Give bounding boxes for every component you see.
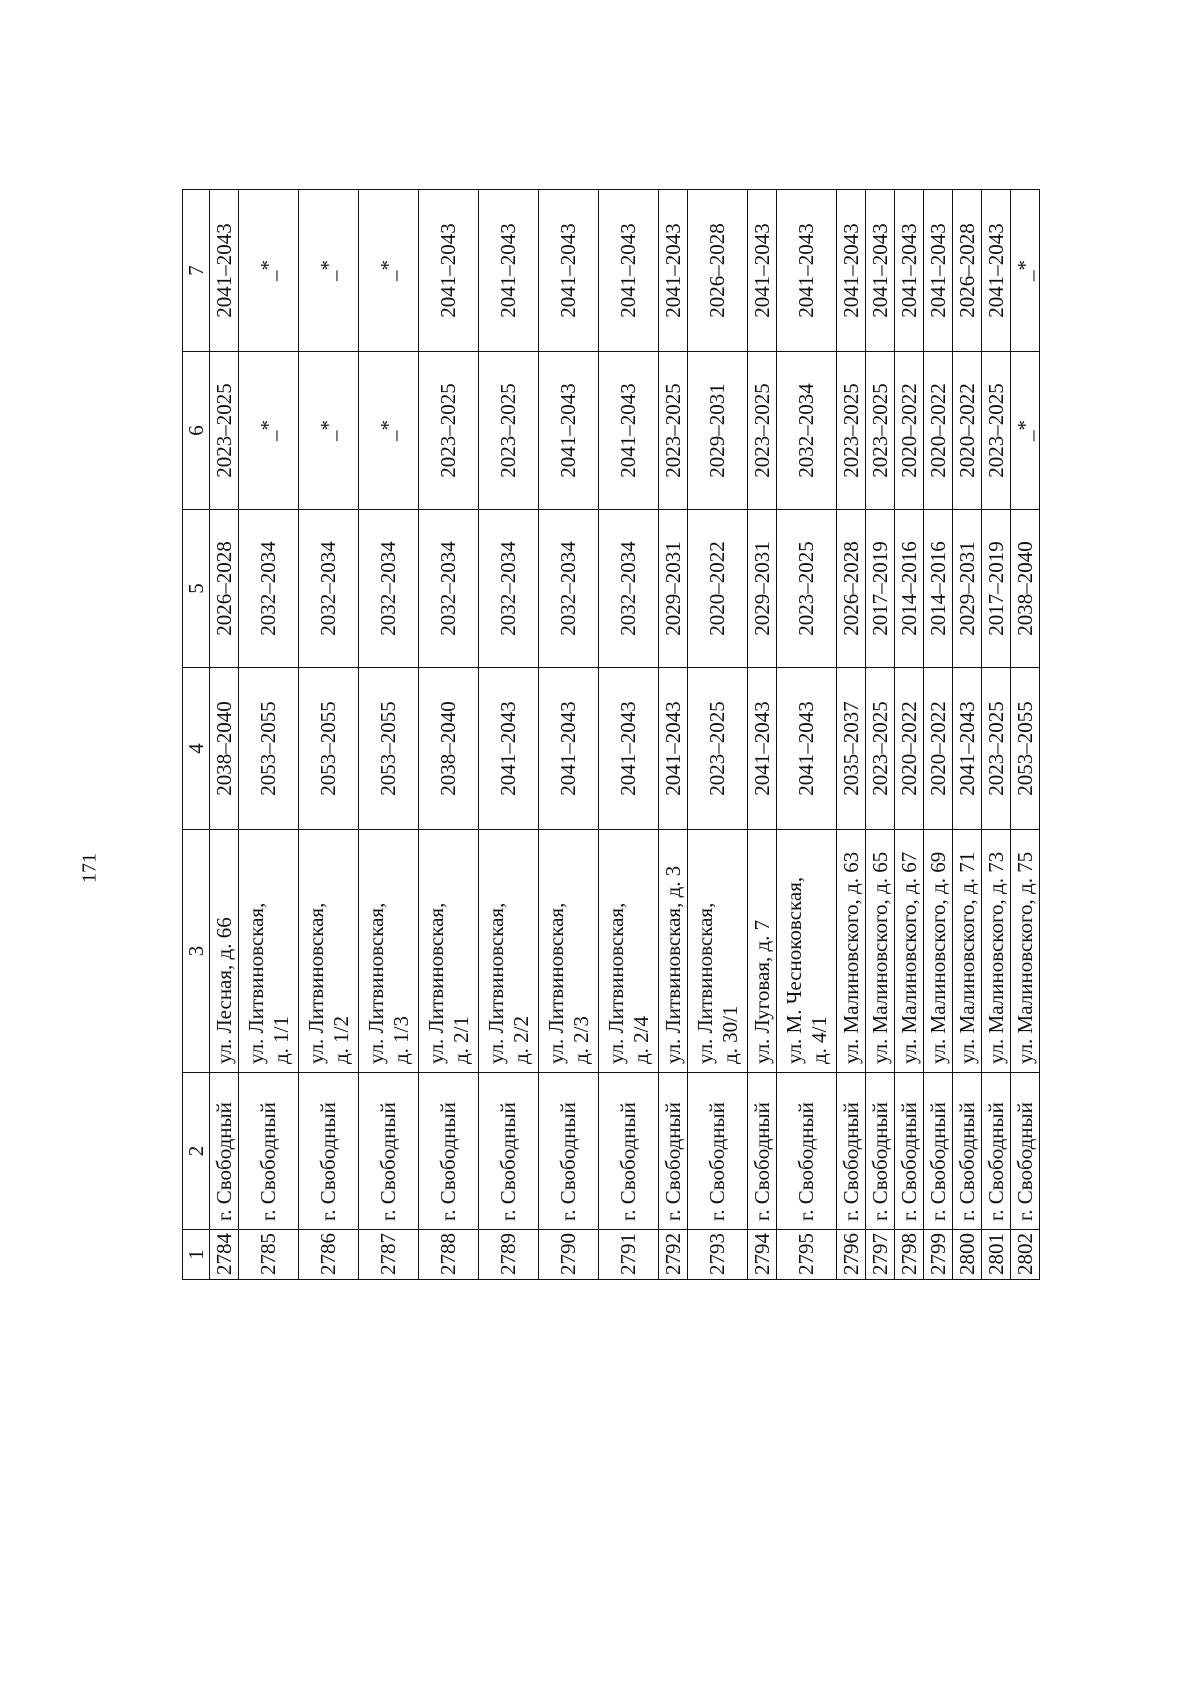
address-line: ул. Литвиновская,: [543, 902, 568, 1064]
period-cell-4: 2041–2043: [748, 668, 777, 830]
address-line: д. 2/4: [628, 1015, 653, 1064]
header-row: [183, 190, 210, 1280]
period-cell-4: 2023–2025: [982, 668, 1011, 830]
period-cell-5: 2029–2031: [953, 510, 982, 668]
period-cell-7: 2041–2043: [210, 190, 239, 352]
city-cell: г. Свободный: [924, 1073, 953, 1230]
table-row: [419, 190, 479, 1280]
period-cell-6: 2023–2025: [982, 352, 1011, 510]
period-cell-7: 2041–2043: [777, 190, 837, 352]
address-line: д. 30/1: [717, 1005, 742, 1064]
address-line: ул. Малиновского, д. 73: [983, 851, 1008, 1064]
row-number-cell: 2801: [982, 1230, 1011, 1280]
row-number-cell: 2795: [777, 1230, 837, 1280]
period-cell-6: 2023–2025: [479, 352, 539, 510]
address-cell: [239, 830, 299, 1073]
table-row: [299, 190, 359, 1280]
table-row: [748, 190, 777, 1280]
address-line: д. 2/1: [448, 1015, 473, 1064]
header-cell: 7: [183, 190, 210, 352]
city-cell: г. Свободный: [419, 1073, 479, 1230]
header-cell: 4: [183, 668, 210, 830]
address-cell: [359, 830, 419, 1073]
period-cell-5: 2032–2034: [359, 510, 419, 668]
period-cell-7: 2041–2043: [539, 190, 599, 352]
period-cell-5: 2014–2016: [895, 510, 924, 668]
period-cell-7: 2026–2028: [688, 190, 748, 352]
period-cell-7: 2041–2043: [659, 190, 688, 352]
address-cell: [479, 830, 539, 1073]
period-cell-4: 2038–2040: [419, 668, 479, 830]
period-cell-5: 2026–2028: [210, 510, 239, 668]
row-number-cell: 2791: [599, 1230, 659, 1280]
period-cell-4: 2041–2043: [953, 668, 982, 830]
table-row: [982, 190, 1011, 1280]
table-row: [837, 190, 866, 1280]
period-cell-5: 2032–2034: [299, 510, 359, 668]
period-cell-7: 2041–2043: [479, 190, 539, 352]
period-cell-6: 2020–2022: [924, 352, 953, 510]
table-row: [895, 190, 924, 1280]
period-cell-4: 2053–2055: [1011, 668, 1040, 830]
period-cell-7: _*: [359, 190, 419, 352]
data-table: [182, 189, 1040, 1280]
address-cell: [299, 830, 359, 1073]
table-row: [359, 190, 419, 1280]
period-cell-6: 2023–2025: [837, 352, 866, 510]
address-line: ул. Литвиновская,: [423, 902, 448, 1064]
row-number-cell: 2784: [210, 1230, 239, 1280]
period-cell-5: 2032–2034: [419, 510, 479, 668]
period-cell-7: 2041–2043: [982, 190, 1011, 352]
row-number-cell: 2797: [866, 1230, 895, 1280]
address-cell: [688, 830, 748, 1073]
city-cell: г. Свободный: [777, 1073, 837, 1230]
period-cell-6: 2041–2043: [599, 352, 659, 510]
address-cell: [1011, 830, 1040, 1073]
period-cell-4: 2023–2025: [688, 668, 748, 830]
table-row: [599, 190, 659, 1280]
period-cell-5: 2017–2019: [982, 510, 1011, 668]
table-row: [1011, 190, 1040, 1280]
address-line: ул. Литвиновская,: [483, 902, 508, 1064]
period-cell-6: _*: [239, 352, 299, 510]
address-cell: [982, 830, 1011, 1073]
period-cell-5: 2029–2031: [659, 510, 688, 668]
city-cell: г. Свободный: [210, 1073, 239, 1230]
address-line: ул. Литвиновская,: [692, 902, 717, 1064]
period-cell-6: _*: [1011, 352, 1040, 510]
period-cell-5: 2032–2034: [239, 510, 299, 668]
period-cell-4: 2041–2043: [659, 668, 688, 830]
period-cell-4: 2053–2055: [239, 668, 299, 830]
address-line: ул. Литвиновская, д. 3: [660, 865, 685, 1064]
period-cell-4: 2020–2022: [924, 668, 953, 830]
table-row: [239, 190, 299, 1280]
header-cell: 5: [183, 510, 210, 668]
table-body: [183, 190, 1040, 1280]
address-line: д. 2/2: [508, 1015, 533, 1064]
page-number: 171: [78, 853, 101, 883]
header-cell: 2: [183, 1073, 210, 1230]
address-line: ул. Малиновского, д. 65: [867, 851, 892, 1064]
row-number-cell: 2796: [837, 1230, 866, 1280]
city-cell: г. Свободный: [599, 1073, 659, 1230]
address-cell: [599, 830, 659, 1073]
period-cell-5: 2032–2034: [539, 510, 599, 668]
row-number-cell: 2786: [299, 1230, 359, 1280]
address-cell: [210, 830, 239, 1073]
period-cell-7: _*: [1011, 190, 1040, 352]
city-cell: г. Свободный: [659, 1073, 688, 1230]
header-cell: 6: [183, 352, 210, 510]
table-row: [539, 190, 599, 1280]
city-cell: г. Свободный: [239, 1073, 299, 1230]
table-row: [210, 190, 239, 1280]
row-number-cell: 2789: [479, 1230, 539, 1280]
period-cell-7: 2041–2043: [599, 190, 659, 352]
period-cell-7: _*: [239, 190, 299, 352]
city-cell: г. Свободный: [539, 1073, 599, 1230]
period-cell-4: 2038–2040: [210, 668, 239, 830]
address-line: ул. Луговая, д. 7: [749, 919, 774, 1064]
period-cell-7: 2041–2043: [748, 190, 777, 352]
address-line: ул. Малиновского, д. 69: [925, 851, 950, 1064]
rotated-table-container: [182, 190, 1082, 1280]
address-line: ул. Малиновского, д. 71: [954, 851, 979, 1064]
table-row: [777, 190, 837, 1280]
period-cell-4: 2041–2043: [777, 668, 837, 830]
period-cell-6: 2032–2034: [777, 352, 837, 510]
address-cell: [924, 830, 953, 1073]
period-cell-5: 2032–2034: [599, 510, 659, 668]
city-cell: г. Свободный: [748, 1073, 777, 1230]
row-number-cell: 2802: [1011, 1230, 1040, 1280]
address-cell: [953, 830, 982, 1073]
period-cell-6: 2023–2025: [866, 352, 895, 510]
row-number-cell: 2800: [953, 1230, 982, 1280]
address-line: д. 4/1: [806, 1015, 831, 1064]
period-cell-6: 2023–2025: [419, 352, 479, 510]
period-cell-5: 2032–2034: [479, 510, 539, 668]
period-cell-7: _*: [299, 190, 359, 352]
table-row: [953, 190, 982, 1280]
period-cell-6: _*: [299, 352, 359, 510]
city-cell: г. Свободный: [688, 1073, 748, 1230]
address-cell: [837, 830, 866, 1073]
row-number-cell: 2787: [359, 1230, 419, 1280]
table-row: [688, 190, 748, 1280]
city-cell: г. Свободный: [1011, 1073, 1040, 1230]
city-cell: г. Свободный: [982, 1073, 1011, 1230]
period-cell-6: 2023–2025: [659, 352, 688, 510]
period-cell-4: 2053–2055: [299, 668, 359, 830]
period-cell-4: 2023–2025: [866, 668, 895, 830]
period-cell-4: 2041–2043: [599, 668, 659, 830]
address-line: ул. М. Чесноковская,: [781, 876, 806, 1064]
period-cell-5: 2020–2022: [688, 510, 748, 668]
period-cell-6: 2023–2025: [748, 352, 777, 510]
period-cell-5: 2023–2025: [777, 510, 837, 668]
address-line: д. 1/1: [268, 1015, 293, 1064]
period-cell-4: 2041–2043: [539, 668, 599, 830]
period-cell-7: 2041–2043: [866, 190, 895, 352]
period-cell-4: 2041–2043: [479, 668, 539, 830]
period-cell-5: 2017–2019: [866, 510, 895, 668]
table-row: [479, 190, 539, 1280]
period-cell-5: 2038–2040: [1011, 510, 1040, 668]
period-cell-5: 2026–2028: [837, 510, 866, 668]
address-line: ул. Малиновского, д. 63: [838, 851, 863, 1064]
row-number-cell: 2790: [539, 1230, 599, 1280]
header-cell: 1: [183, 1230, 210, 1280]
period-cell-6: 2041–2043: [539, 352, 599, 510]
address-line: ул. Малиновского, д. 75: [1012, 851, 1037, 1064]
address-cell: [539, 830, 599, 1073]
period-cell-6: 2023–2025: [210, 352, 239, 510]
period-cell-4: 2035–2037: [837, 668, 866, 830]
address-line: ул. Литвиновская,: [243, 902, 268, 1064]
city-cell: г. Свободный: [866, 1073, 895, 1230]
period-cell-5: 2029–2031: [748, 510, 777, 668]
address-line: ул. Лесная, д. 66: [211, 917, 236, 1064]
city-cell: г. Свободный: [953, 1073, 982, 1230]
address-line: ул. Литвиновская,: [303, 902, 328, 1064]
address-line: ул. Литвиновская,: [363, 902, 388, 1064]
city-cell: г. Свободный: [359, 1073, 419, 1230]
period-cell-4: 2020–2022: [895, 668, 924, 830]
period-cell-6: 2020–2022: [895, 352, 924, 510]
city-cell: г. Свободный: [299, 1073, 359, 1230]
period-cell-7: 2041–2043: [419, 190, 479, 352]
header-cell: 3: [183, 830, 210, 1073]
period-cell-6: 2029–2031: [688, 352, 748, 510]
address-cell: [419, 830, 479, 1073]
row-number-cell: 2793: [688, 1230, 748, 1280]
address-cell: [748, 830, 777, 1073]
city-cell: г. Свободный: [837, 1073, 866, 1230]
address-cell: [866, 830, 895, 1073]
row-number-cell: 2794: [748, 1230, 777, 1280]
period-cell-4: 2053–2055: [359, 668, 419, 830]
city-cell: г. Свободный: [479, 1073, 539, 1230]
table-row: [866, 190, 895, 1280]
address-cell: [895, 830, 924, 1073]
period-cell-7: 2041–2043: [895, 190, 924, 352]
period-cell-7: 2026–2028: [953, 190, 982, 352]
address-line: д. 2/3: [568, 1015, 593, 1064]
period-cell-6: 2020–2022: [953, 352, 982, 510]
row-number-cell: 2799: [924, 1230, 953, 1280]
table-row: [924, 190, 953, 1280]
city-cell: г. Свободный: [895, 1073, 924, 1230]
period-cell-6: _*: [359, 352, 419, 510]
address-cell: [659, 830, 688, 1073]
address-line: д. 1/3: [388, 1015, 413, 1064]
row-number-cell: 2785: [239, 1230, 299, 1280]
address-line: ул. Литвиновская,: [603, 902, 628, 1064]
address-line: ул. Малиновского, д. 67: [896, 851, 921, 1064]
period-cell-7: 2041–2043: [924, 190, 953, 352]
row-number-cell: 2798: [895, 1230, 924, 1280]
address-cell: [777, 830, 837, 1073]
period-cell-7: 2041–2043: [837, 190, 866, 352]
row-number-cell: 2788: [419, 1230, 479, 1280]
address-line: д. 1/2: [328, 1015, 353, 1064]
table-row: [659, 190, 688, 1280]
period-cell-5: 2014–2016: [924, 510, 953, 668]
row-number-cell: 2792: [659, 1230, 688, 1280]
